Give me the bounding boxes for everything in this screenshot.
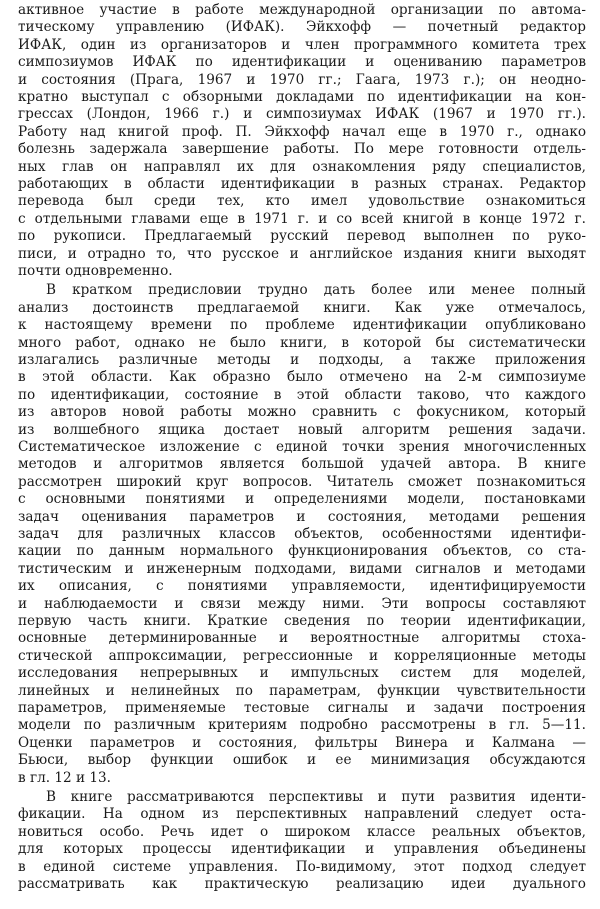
text-line: активное участие в работе международной организации по автома- xyxy=(18,2,586,18)
text-line: рассмотрен широкий круг вопросов. Читатель сможет познакомиться xyxy=(18,473,586,490)
text-line: из авторов новой работы можно сравнить с фокусником, который xyxy=(18,404,586,421)
paragraph-end-line: почти одновременно. xyxy=(18,263,173,279)
text-line: излагались различные методы и подходы, а также приложения xyxy=(18,352,586,368)
text-line: фикации. На одном из перспективных направлений следует оста- xyxy=(18,806,586,823)
text-line: первую часть книги. Краткие сведения по теории идентификации, xyxy=(18,613,586,629)
text-line: кратно выступал с обзорными докладами по идентификации на кон- xyxy=(18,89,586,105)
text-line: по рукописи. Предлагаемый русский перевод выполнен по руко- xyxy=(18,228,586,245)
text-line: грессах (Лондон, 1966 г.) и симпозиумах ИФАК (1967 и 1970 гг.). xyxy=(18,106,586,123)
text-line: для которых процессы идентификации и управления объединены xyxy=(18,841,586,858)
text-line: Бьюси, выбор функции ошибок и ее минимизация обсуждаются xyxy=(18,752,586,769)
text-line: в единой системе управления. По-видимому, этот подход следует xyxy=(18,858,586,875)
text-line: параметров, применяемые тестовые сигналы и задачи построения xyxy=(18,700,586,716)
text-line: их описания, с понятиями управляемости, идентифицируемости xyxy=(18,578,586,595)
text-line: новиться особо. Речь идет о широком классе реальных объектов, xyxy=(18,823,586,840)
text-line: писи, и отрадно то, что русское и английское издания книги выходят xyxy=(18,245,586,262)
paragraph-start-line: В книге рассматриваются перспективы и пути развития иденти- xyxy=(46,789,586,805)
text-line: перевода был среди тех, кто имел удовольствие ознакомиться xyxy=(18,193,586,210)
text-line: с основными понятиями и определениями модели, постановками xyxy=(18,491,586,508)
text-line: работающих в области идентификации в разных странах. Редактор xyxy=(18,176,586,192)
text-line: анализ достоинств предлагаемой книги. Как уже отмечалось, xyxy=(18,299,586,316)
text-line: и наблюдаемости и связи между ними. Эти вопросы составляют xyxy=(18,595,586,612)
paragraph-start-line: В кратком предисловии трудно дать более или менее полный xyxy=(46,282,586,299)
text-line: задач оценивания параметров и состояния, методами решения xyxy=(18,508,586,525)
text-line: Работу над книгой проф. П. Эйкхофф начал еще в 1970 г., однако xyxy=(18,123,586,140)
text-line: основные детерминированные и вероятностные алгоритмы стоха- xyxy=(18,630,586,647)
text-line: методов и алгоритмов является большой удачей автора. В книге xyxy=(18,456,586,473)
text-line: линейных и нелинейных по параметрам, функции чувствительности xyxy=(18,682,586,699)
text-line: в этой области. Как образно было отмечено на 2-м симпозиуме xyxy=(18,369,586,386)
text-line: задач для различных классов объектов, особенностями идентифи- xyxy=(18,526,586,542)
text-line: тическому управлению (ИФАК). Эйкхофф — почетный редактор xyxy=(18,19,586,36)
text-line: к настоящему времени по проблеме идентификации опубликовано xyxy=(18,317,586,334)
text-line: ИФАК, один из организаторов и член программного комитета трех xyxy=(18,36,586,53)
text-line: с отдельными главами еще в 1971 г. и со всей книгой в конце 1972 г. xyxy=(18,210,586,227)
text-line: тистическим и инженерным подходами, видами сигналов и методами xyxy=(18,560,586,577)
text-line: из волшебного ящика достает новый алгоритм решения задачи. xyxy=(18,421,586,438)
text-line: модели по различным критериям подробно рассмотрены в гл. 5—11. xyxy=(18,717,586,734)
text-line: рассматривать как практическую реализацию идеи дуального xyxy=(18,876,586,892)
text-line: стической аппроксимации, регрессионные и корреляционные методы xyxy=(18,647,586,664)
text-line: болезнь задержала завершение работы. По мере готовности отдель- xyxy=(18,141,586,158)
text-line: много работ, однако не было книги, в которой бы систематически xyxy=(18,334,586,351)
text-line: и состояния (Прага, 1967 и 1970 гг.; Гаага, 1973 г.); он неодно- xyxy=(18,71,586,88)
paragraph-end-line: в гл. 12 и 13. xyxy=(18,769,111,786)
text-line: по идентификации, состояние в этой области таково, что каждого xyxy=(18,386,586,403)
text-line: кации по данным нормального функционирования объектов, со ста- xyxy=(18,543,586,560)
text-line: Систематическое изложение с единой точки зрения многочисленных xyxy=(18,439,586,455)
text-line: ных глав он направлял их для ознакомления ряду специалистов, xyxy=(18,158,586,175)
text-line: исследования непрерывных и импульсных систем для моделей, xyxy=(18,665,586,682)
text-line: Оценки параметров и состояния, фильтры Винера и Калмана — xyxy=(18,734,586,751)
text-line: симпозиумов ИФАК по идентификации и оцениванию параметров xyxy=(18,54,586,71)
